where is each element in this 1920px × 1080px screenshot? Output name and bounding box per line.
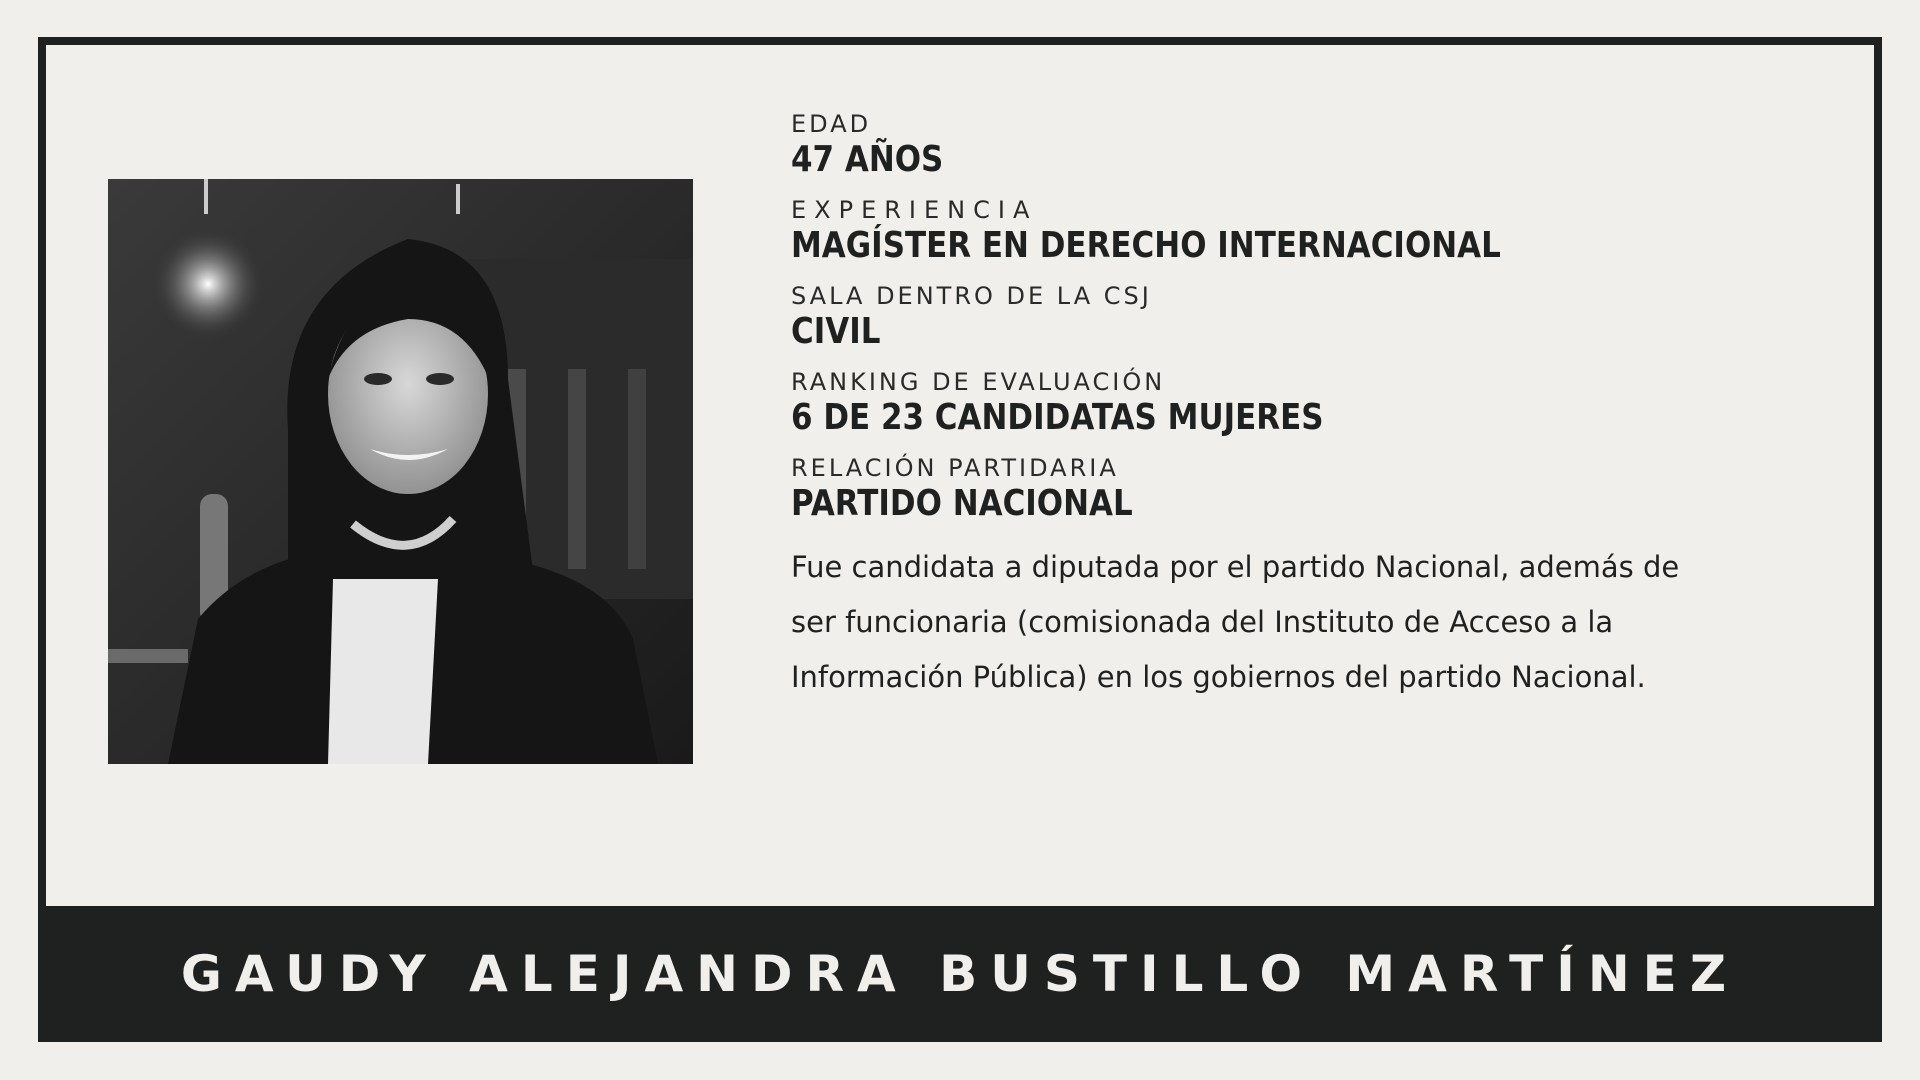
portrait-image	[108, 179, 693, 764]
field-age	[791, 110, 1791, 182]
court-chamber-value: CIVIL	[791, 311, 881, 352]
field-ranking	[791, 368, 1791, 440]
age-label: EDAD	[791, 110, 872, 138]
profile-info	[791, 110, 1791, 705]
candidate-name: GAUDY ALEJANDRA BUSTILLO MARTÍNEZ	[180, 945, 1740, 1003]
experience-label: EXPERIENCIA	[791, 196, 1038, 224]
court-chamber-label: SALA DENTRO DE LA CSJ	[791, 282, 1152, 310]
ranking-value: 6 DE 23 CANDIDATAS MUJERES	[791, 397, 1324, 438]
biography-text: Fue candidata a diputada por el partido Nacional, además de ser funcionaria (comisionada del Instituto de Acceso a la Información Pública) en los gobiernos del partido Nacional.	[791, 550, 1680, 694]
field-experience	[791, 196, 1791, 268]
party-label: RELACIÓN PARTIDARIA	[791, 454, 1119, 482]
experience-value: MAGÍSTER EN DERECHO INTERNACIONAL	[791, 225, 1501, 266]
age-value: 47 AÑOS	[791, 139, 944, 180]
field-party	[791, 454, 1791, 526]
name-banner	[38, 906, 1882, 1042]
party-value: PARTIDO NACIONAL	[791, 483, 1133, 524]
ranking-label: RANKING DE EVALUACIÓN	[791, 368, 1166, 396]
candidate-photo	[108, 179, 693, 764]
field-court-chamber	[791, 282, 1791, 354]
